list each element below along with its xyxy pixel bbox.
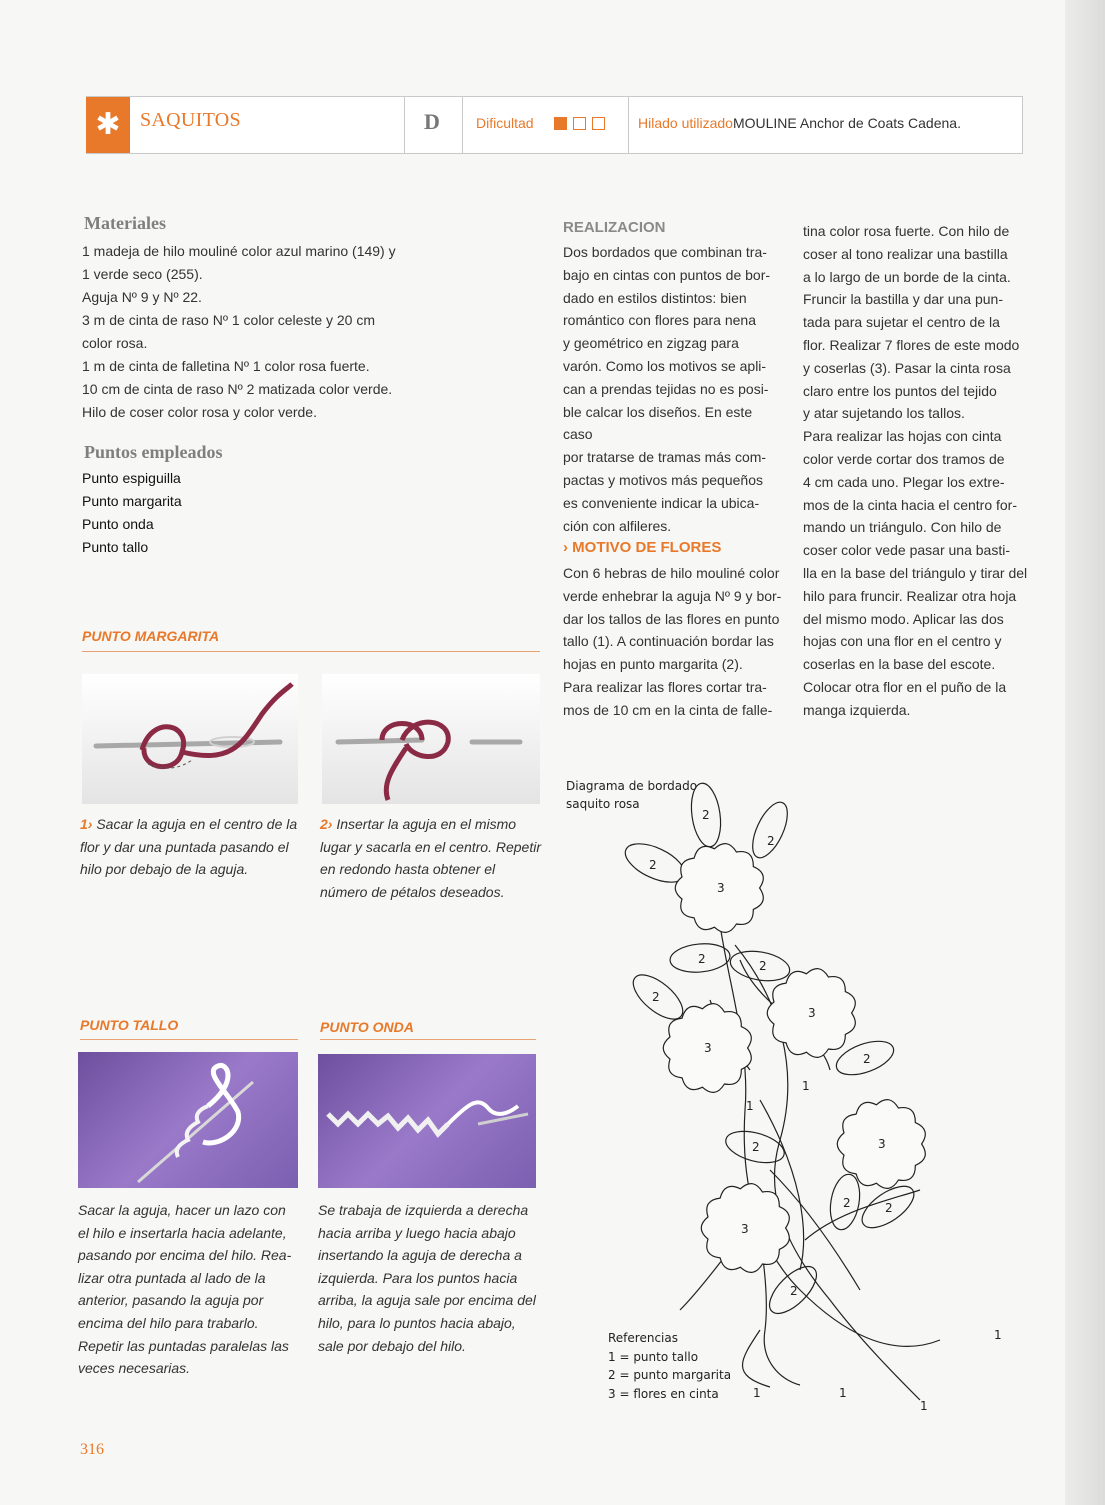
margarita-photo-2 xyxy=(322,674,540,804)
caption-line: lizar otra puntada al lado de la xyxy=(78,1269,266,1286)
text-line: y atar sujetando los tallos. xyxy=(803,405,965,422)
text-line: Colocar otra flor en el puño de la xyxy=(803,678,1007,695)
text-line: hojas con una flor en el centro y xyxy=(803,633,1002,650)
divider xyxy=(404,97,405,153)
difficulty-box-empty xyxy=(592,117,605,130)
stem-line xyxy=(743,1330,771,1387)
text-line: pactas y motivos más pequeños xyxy=(563,471,763,488)
stem-label: 1 xyxy=(753,1386,761,1400)
difficulty-label: Dificultad xyxy=(476,115,534,131)
materiales-line: Hilo de coser color rosa y color verde. xyxy=(82,404,317,420)
difficulty-box-filled xyxy=(554,117,567,130)
materiales-line: 10 cm de cinta de raso Nº 2 matizada color verde. xyxy=(82,381,393,397)
leaf-label: 2 xyxy=(843,1196,851,1210)
caption-line: el hilo e insertarla hacia adelante, xyxy=(78,1224,287,1241)
caption-text: Sacar la aguja en el centro de la xyxy=(96,816,298,832)
onda-heading: PUNTO ONDA xyxy=(320,1019,414,1035)
text-line: por tratarse de tramas más com- xyxy=(563,449,767,466)
caption-line: encima del hilo para trabarlo. xyxy=(78,1314,259,1331)
yarn-label: Hilado utilizado xyxy=(638,115,733,131)
onda-photo xyxy=(318,1054,536,1188)
puntos-list xyxy=(82,467,182,559)
text-line: ble calcar los diseños. En este caso xyxy=(563,403,753,443)
caption-line: veces necesarias. xyxy=(78,1360,191,1377)
flower-label: 3 xyxy=(704,1041,712,1055)
embroidery-illustration xyxy=(322,674,540,804)
text-line: Con 6 hebras de hilo mouliné color xyxy=(563,565,780,581)
leaf-label: 2 xyxy=(698,952,706,966)
materiales-line: 1 madeja de hilo mouliné color azul marino (149) y xyxy=(82,243,396,259)
divider xyxy=(82,651,540,652)
onda-caption xyxy=(318,1199,540,1357)
divider xyxy=(462,97,463,153)
stem-label: 1 xyxy=(802,1079,810,1093)
legend-item: 2 = punto margarita xyxy=(608,1368,732,1382)
text-line: dado en estilos distintos: bien xyxy=(563,289,747,306)
stem-label: 1 xyxy=(839,1386,847,1400)
step-number: 1› xyxy=(80,816,93,832)
text-line: color verde cortar dos tramos de xyxy=(803,450,1005,467)
leaf-label: 2 xyxy=(863,1052,871,1066)
text-line: lla en la base del triángulo y tirar del xyxy=(803,564,1028,581)
caption-line: insertando la aguja de derecha a xyxy=(318,1247,522,1264)
text-line: a lo largo de un borde de la cinta. xyxy=(803,268,1011,285)
flower-label: 3 xyxy=(808,1006,816,1020)
header-bar xyxy=(86,96,1023,154)
leaf-label: 2 xyxy=(649,858,657,872)
punto-item: Punto tallo xyxy=(82,539,149,555)
text-line: can a prendas tejidas no es posi- xyxy=(563,380,769,397)
legend-item: 3 = flores en cinta xyxy=(608,1386,719,1401)
materiales-line: Aguja Nº 9 y Nº 22. xyxy=(82,289,202,305)
caption-line: Sacar la aguja, hacer un lazo con xyxy=(78,1202,286,1218)
stem-label: 1 xyxy=(994,1328,1002,1342)
caption-line: arriba, la aguja sale por encima del xyxy=(318,1292,536,1309)
diagram-title-line: saquito rosa xyxy=(566,797,640,811)
text-line: coser color vede pasar una basti- xyxy=(803,542,1010,559)
text-line: Para realizar las hojas con cinta xyxy=(803,428,1002,445)
text-line: mando un triángulo. Con hilo de xyxy=(803,519,1002,536)
realizacion-heading: REALIZACION xyxy=(563,219,666,236)
asterisk-icon: ✱ xyxy=(86,97,130,153)
text-line: Para realizar las flores cortar tra- xyxy=(563,678,767,695)
motivo-text xyxy=(563,562,783,722)
caption-line: número de pétalos deseados. xyxy=(320,883,505,900)
text-line: tada para sujetar el centro de la xyxy=(803,314,1000,331)
leaf-label: 2 xyxy=(752,1140,760,1154)
caption-text: Insertar la aguja en el mismo xyxy=(336,816,517,832)
divider xyxy=(628,97,629,153)
leaf-label: 2 xyxy=(652,990,660,1004)
margarita-step-2 xyxy=(320,813,542,903)
text-line: hojas en punto margarita (2). xyxy=(563,656,743,673)
text-line: claro entre los puntos del tejido xyxy=(803,382,997,399)
caption-line: Repetir las puntadas paralelas las xyxy=(78,1337,289,1354)
caption-line: hilo por debajo de la aguja. xyxy=(80,861,249,878)
text-line: y coserlas (3). Pasar la cinta rosa xyxy=(803,359,1011,376)
text-line: y geométrico en zigzag para xyxy=(563,335,739,352)
instructions-continued xyxy=(803,220,1033,722)
margarita-heading: PUNTO MARGARITA xyxy=(82,628,220,644)
text-line: ción con alfileres. xyxy=(563,517,672,534)
leaf-label: 2 xyxy=(885,1201,893,1215)
materiales-line: 1 verde seco (255). xyxy=(82,266,203,282)
stem-label: 1 xyxy=(920,1399,928,1413)
difficulty-box-empty xyxy=(573,117,586,130)
caption-line: anterior, pasando la aguja por xyxy=(78,1292,264,1309)
materiales-heading: Materiales xyxy=(84,213,166,233)
caption-line: izquierda. Para los puntos hacia xyxy=(318,1269,518,1286)
text-line: verde enhebrar la aguja Nº 9 y bor- xyxy=(563,587,782,604)
caption-line: Se trabaja de izquierda a derecha xyxy=(318,1202,529,1218)
diagram-title-line: Diagrama de bordado xyxy=(566,779,698,793)
motivo-heading: › MOTIVO DE FLORES xyxy=(563,539,722,556)
text-line: dar los tallos de las flores en punto xyxy=(563,610,780,627)
divider xyxy=(320,1039,536,1040)
margarita-photo-1 xyxy=(82,674,298,804)
caption-line: hacia arriba y luego hacia abajo xyxy=(318,1224,516,1241)
leaf-label: 2 xyxy=(790,1284,798,1298)
materiales-line: 3 m de cinta de raso Nº 1 color celeste y 20 cm xyxy=(82,312,376,328)
divider xyxy=(80,1039,298,1040)
tallo-caption xyxy=(78,1199,300,1380)
text-line: hilo para fruncir. Realizar otra hoja xyxy=(803,587,1017,604)
legend-heading: Referencias xyxy=(608,1331,678,1345)
text-line: manga izquierda. xyxy=(803,701,911,718)
legend-item: 1 = punto tallo xyxy=(608,1349,699,1364)
step-number: 2› xyxy=(320,816,333,832)
text-line: Fruncir la bastilla y dar una pun- xyxy=(803,291,1003,308)
text-line: mos de 10 cm en la cinta de falle- xyxy=(563,701,773,718)
text-line: tallo (1). A continuación bordar las xyxy=(563,633,774,650)
caption-line xyxy=(80,813,300,836)
punto-item: Punto espiguilla xyxy=(82,470,181,486)
page-title: SAQUITOS xyxy=(140,109,241,131)
flower-label: 3 xyxy=(878,1137,886,1151)
text-line: romántico con flores para nena xyxy=(563,312,756,329)
page-number: 316 xyxy=(80,1441,104,1458)
stem-label: 1 xyxy=(746,1099,754,1113)
level-badge: D xyxy=(424,109,440,134)
flower-label: 3 xyxy=(741,1222,749,1236)
caption-line xyxy=(320,813,542,836)
puntos-heading: Puntos empleados xyxy=(84,442,223,462)
embroidery-illustration xyxy=(82,674,298,804)
leaf-label: 2 xyxy=(767,834,775,848)
materiales-line: color rosa. xyxy=(82,335,148,351)
text-line: del mismo modo. Aplicar las dos xyxy=(803,610,1004,627)
difficulty-rating xyxy=(554,117,611,135)
leaf-shape xyxy=(746,797,795,862)
caption-line: flor y dar una puntada pasando el xyxy=(80,838,289,855)
text-line: tina color rosa fuerte. Con hilo de xyxy=(803,223,1010,239)
embroidery-illustration xyxy=(318,1054,536,1188)
tallo-photo xyxy=(78,1052,298,1188)
diagram-legend xyxy=(608,1329,731,1403)
caption-line: en redondo hasta obtener el xyxy=(320,861,496,878)
embroidery-illustration xyxy=(78,1052,298,1188)
text-line: 4 cm cada uno. Plegar los extre- xyxy=(803,473,1005,490)
caption-line: sale por debajo del hilo. xyxy=(318,1337,466,1354)
leaf-label: 2 xyxy=(702,808,710,822)
text-line: varón. Como los motivos se apli- xyxy=(563,357,767,374)
margarita-step-1 xyxy=(80,813,300,881)
flower-label: 3 xyxy=(717,881,725,895)
punto-item: Punto margarita xyxy=(82,493,182,509)
yarn-value: MOULINE Anchor de Coats Cadena. xyxy=(732,115,961,131)
text-line: coser al tono realizar una bastilla xyxy=(803,245,1008,262)
text-line: coserlas en la base del escote. xyxy=(803,656,996,673)
caption-line: hilo, para lo puntos hacia abajo, xyxy=(318,1314,516,1331)
tallo-heading: PUNTO TALLO xyxy=(80,1017,179,1033)
caption-line: lugar y sacarla en el centro. Repetir xyxy=(320,838,541,855)
materiales-list xyxy=(82,240,442,424)
realizacion-text xyxy=(563,241,783,537)
text-line: Dos bordados que combinan tra- xyxy=(563,244,767,260)
text-line: mos de la cinta hacia el centro for- xyxy=(803,496,1017,513)
yarn-info xyxy=(638,115,961,131)
page-edge xyxy=(1065,0,1105,1505)
leaf-label: 2 xyxy=(759,959,767,973)
text-line: es conveniente indicar la ubica- xyxy=(563,494,760,511)
text-line: bajo en cintas con puntos de bor- xyxy=(563,266,771,283)
punto-item: Punto onda xyxy=(82,516,154,532)
caption-line: pasando por encima del hilo. Rea- xyxy=(78,1247,292,1264)
materiales-line: 1 m de cinta de falletina Nº 1 color rosa fuerte. xyxy=(82,358,370,374)
text-line: flor. Realizar 7 flores de este modo xyxy=(803,336,1020,353)
